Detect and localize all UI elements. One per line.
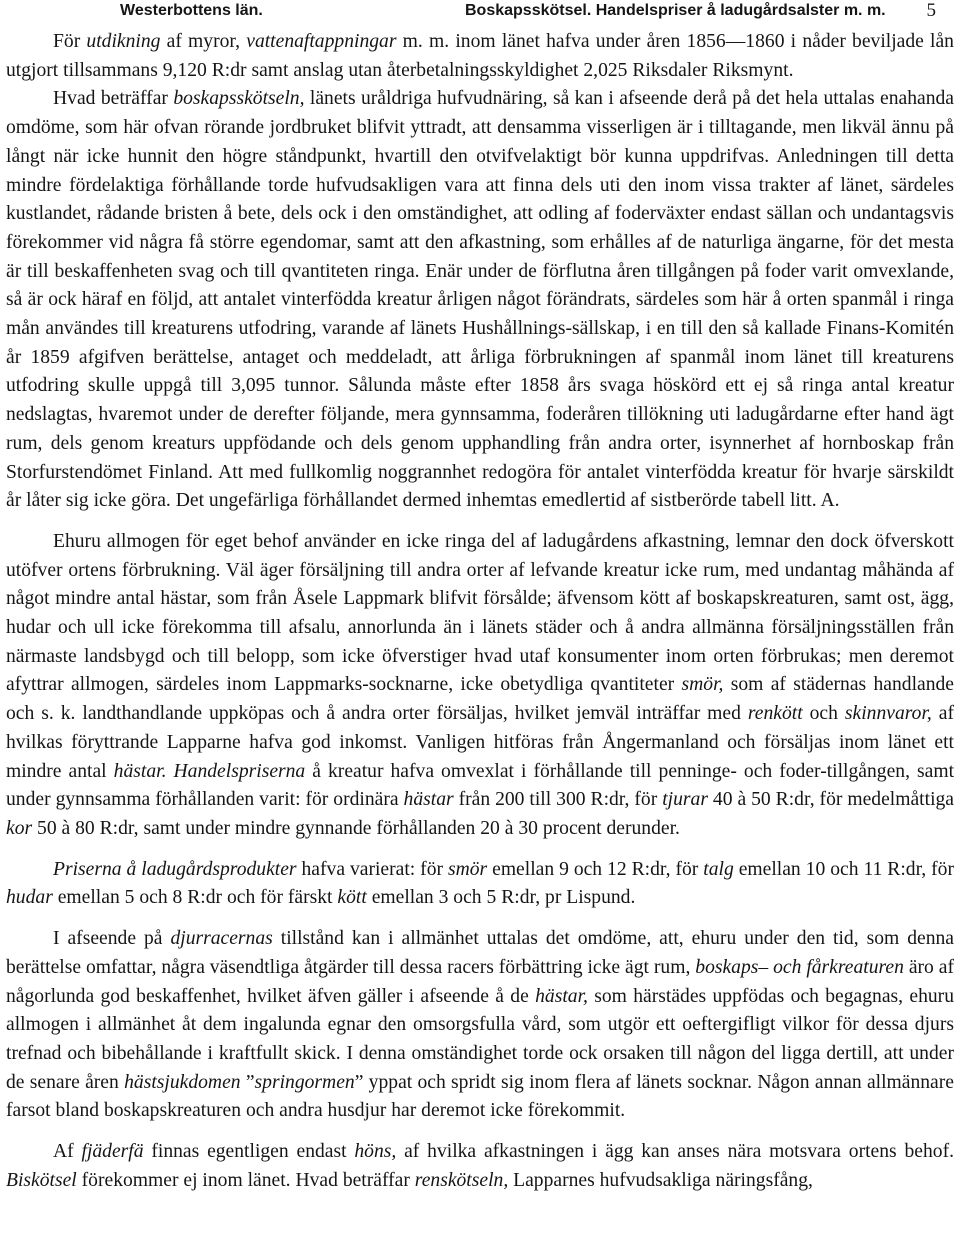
italic-term: smör, [681, 674, 724, 696]
paragraph [6, 85, 954, 516]
text-run: af hvilkas föryttrande Lapparne hafva god inkomst. Vanligen hitföras från Ångermanland och försäljas inom länet ett mindre antal [6, 703, 954, 782]
text-run: af hvilka afkastningen i ägg kan anses nära motsvara ortens behof. [396, 1141, 954, 1163]
text-run [166, 761, 173, 782]
italic-term: hästsjukdomen [124, 1071, 241, 1093]
text-run: Af [53, 1141, 82, 1163]
text-run: I afseende på [53, 928, 171, 950]
italic-term: kor [6, 817, 33, 839]
text-run: emellan 5 och 8 R:dr och för färskt [52, 887, 338, 909]
italic-term: boskaps– och fårkreaturen [695, 956, 904, 978]
italic-term: springormen [254, 1071, 355, 1093]
italic-term: kött [337, 887, 367, 909]
text-run: som af städernas handlande och s. k. landthandlande uppköpas och å andra orter försäljas, hvilket jemväl inträffar med [6, 674, 955, 725]
text-run: m. m. inom länet hafva under åren 1856—1860 i nåder beviljade lån utgjort tillsammans 9,120 R:dr samt anslag utan återbetalningsskyldighet 2,025 Riksdaler Riksmynt. [6, 31, 954, 81]
italic-term: hästar, [535, 985, 588, 1007]
italic-term: hästar [403, 789, 454, 811]
italic-term: renskötseln, [414, 1169, 509, 1191]
paragraph-gap [6, 913, 954, 925]
text-run: Hvad beträffar [53, 88, 174, 110]
italic-term: Biskötsel [6, 1169, 77, 1191]
text-run: ” [240, 1071, 255, 1093]
italic-term: fjäderfä [81, 1141, 144, 1163]
page-number: 5 [926, 0, 936, 21]
text-run: ” yppat och spridt sig inom flera af länets socknar. Någon annan allmännare farsot bland boskapskreaturen och andra husdjur har deremot icke förekommit. [6, 1071, 954, 1122]
text-run: För [53, 31, 87, 52]
text-run: tillstånd kan i allmänhet uttalas det omdöme, att, ehuru under den tid, som denna berättelse omfattar, några väsendtliga åtgärder till dessa racers förbättring icke ägt rum, [6, 928, 955, 978]
italic-term: Priserna å ladugårdsprodukter [53, 858, 297, 880]
italic-term: hästar. [113, 760, 167, 782]
italic-term: djurracernas [170, 928, 273, 950]
text-run: förekommer ej inom länet. Hvad beträffar [76, 1169, 415, 1191]
italic-term: Handelspriserna [173, 760, 306, 782]
italic-term: renkött [747, 703, 803, 725]
body-text [6, 28, 954, 1195]
paragraph-gap [6, 844, 954, 856]
paragraph [6, 1138, 954, 1195]
text-run: emellan 9 och 12 R:dr, för [487, 858, 704, 880]
italic-term: smör [447, 858, 488, 880]
italic-term: utdikning [86, 31, 161, 52]
text-run: som härstädes uppfödas och begagnas, ehuru allmogen i allmänhet åt dem ingalunda egnar den omsorgsfulla vård, som utgör ett oeftergifligt vilkor för dessa djurs trefnad och bibehållande i kraftfullt skick. I denna omständighet torde ock orsaken till någon del ligga dertill, att under de senare åren [6, 985, 954, 1093]
text-run: å kreatur hafva omvexlat i förhållande till penninge- och foder-tillgången, samt under gynnsamma förhållanden varit: för ordinära [6, 760, 955, 811]
italic-term: talg [703, 858, 734, 880]
paragraph [6, 28, 954, 85]
text-run: 50 à 80 R:dr, samt under mindre gynnande förhållanden 20 à 30 procent derunder. [32, 817, 680, 839]
text-run: finnas egentligen endast [143, 1141, 355, 1163]
italic-term: hudar [6, 887, 53, 909]
text-run: hafva varierat: för [296, 858, 448, 880]
text-run: Lapparnes hufvudsakliga näringsfång, [508, 1169, 813, 1191]
text-run: emellan 3 och 5 R:dr, pr Lispund. [366, 887, 636, 909]
paragraph-gap [6, 516, 954, 528]
header-section-title: Boskapsskötsel. Handelspriser å ladugårdsalster m. m. [465, 2, 886, 19]
italic-term: tjurar [662, 789, 708, 811]
running-header [6, 0, 954, 28]
text-run: af myror, [160, 31, 247, 52]
header-county: Westerbottens län. [120, 2, 263, 19]
paragraph [6, 528, 954, 844]
paragraph [6, 856, 954, 913]
italic-term: skinnvaror, [844, 703, 932, 725]
text-run: emellan 10 och 11 R:dr, för [733, 858, 954, 880]
text-run: äro af någorlunda god beskaffenhet, hvilket äfven gäller i afseende å de [6, 956, 954, 1007]
text-run: 40 à 50 R:dr, för medelmåttiga [707, 789, 954, 811]
paragraph-gap [6, 1126, 954, 1138]
paragraph [6, 925, 954, 1126]
italic-term: vattenaftappningar [246, 31, 397, 52]
text-run: Ehuru allmogen för eget behof använder en icke ringa del af ladugårdens afkastning, lemnar den dock öfverskott utöfver ortens förbrukning. Väl äger försäljning till andra orter af lefvande kreatur icke rum, med undantag måhända af något mindre antal hästar, som från Åsele Lappmark blifvit försålde; äfvensom kött af boskapskreaturen, samt ost, ägg, hudar och ull icke förekomma till afsalu, annorlunda än i länets städer och å andra allmänna försäljningsställen från närmaste landsbygd och till belopp, som icke öfverstiger hvad utaf konsumenter inom orten förbrukas; men deremot afyttrar allmogen, särdeles inom Lappmarks-socknarne, icke obetydliga qvantiteter [6, 530, 954, 696]
text-run: från 200 till 300 R:dr, för [453, 789, 663, 811]
text-run: länets uråldriga hufvudnäring, så kan i afseende derå på det hela uttalas enahanda omdöme, som här ofvan rörande jordbruket blifvit yttradt, att densamma visserligen är i tilltagande, men likväl ännu på långt när icke hunnit den högre ståndpunkt, hvartill den otvifvelaktigt bör kunna uppdrifvas. Anledningen till detta mindre fördelaktiga förhållande torde hufvudsakligen vara att finna dels uti den inom vissa trakter af länet, särdeles kustlandet, rådande bristen å bete, dels ock i den omständighet, att odling af foderväxter endast sällan och undantagsvis förekommer vid några få större egendomar, samt att den afkastning, som erhålles af de naturliga ängarne, för det mesta är till beskaffenheten svag och till qvantiteten ringa. Enär under de förflutna åren tillgången på foder varit omvexlande, så är ock häraf en följd, att antalet vinterfödda kreatur årligen något förändrats, särdeles som här å orten spanmål i ringa mån användes till kreaturens utfodring, varande af länets Hushållnings-sällskap, i en till den så kallade Finans-Komitén år 1859 afgifven berättelse, antaget och meddeladt, att årliga förbrukningen af spanmål inom länet till kreaturens utfodring skulle uppgå till 3,095 tunnor. Sålunda måste efter 1858 års svaga höskörd ett ej så ringa antal kreatur nedslagtas, hvaremot under de derefter följande, mera gynnsamma, foderåren tillökning uti ladugårdarne efter hand ägt rum, dels genom kreaturs uppfödande och dels genom upphandling från andra orter, isynnerhet af hornboskap från Storfurstendömet Finland. Att med fullkomlig noggrannhet redogöra för antalet vinterfödda kreatur för hvarje särskildt år låter sig icke göra. Det ungefärliga förhållandet dermed inhemtas emedlertid af sistberörde tabell litt. A. [6, 88, 954, 512]
text-run: och [802, 703, 845, 725]
italic-term: boskapsskötseln, [173, 88, 305, 110]
italic-term: höns, [354, 1141, 397, 1163]
